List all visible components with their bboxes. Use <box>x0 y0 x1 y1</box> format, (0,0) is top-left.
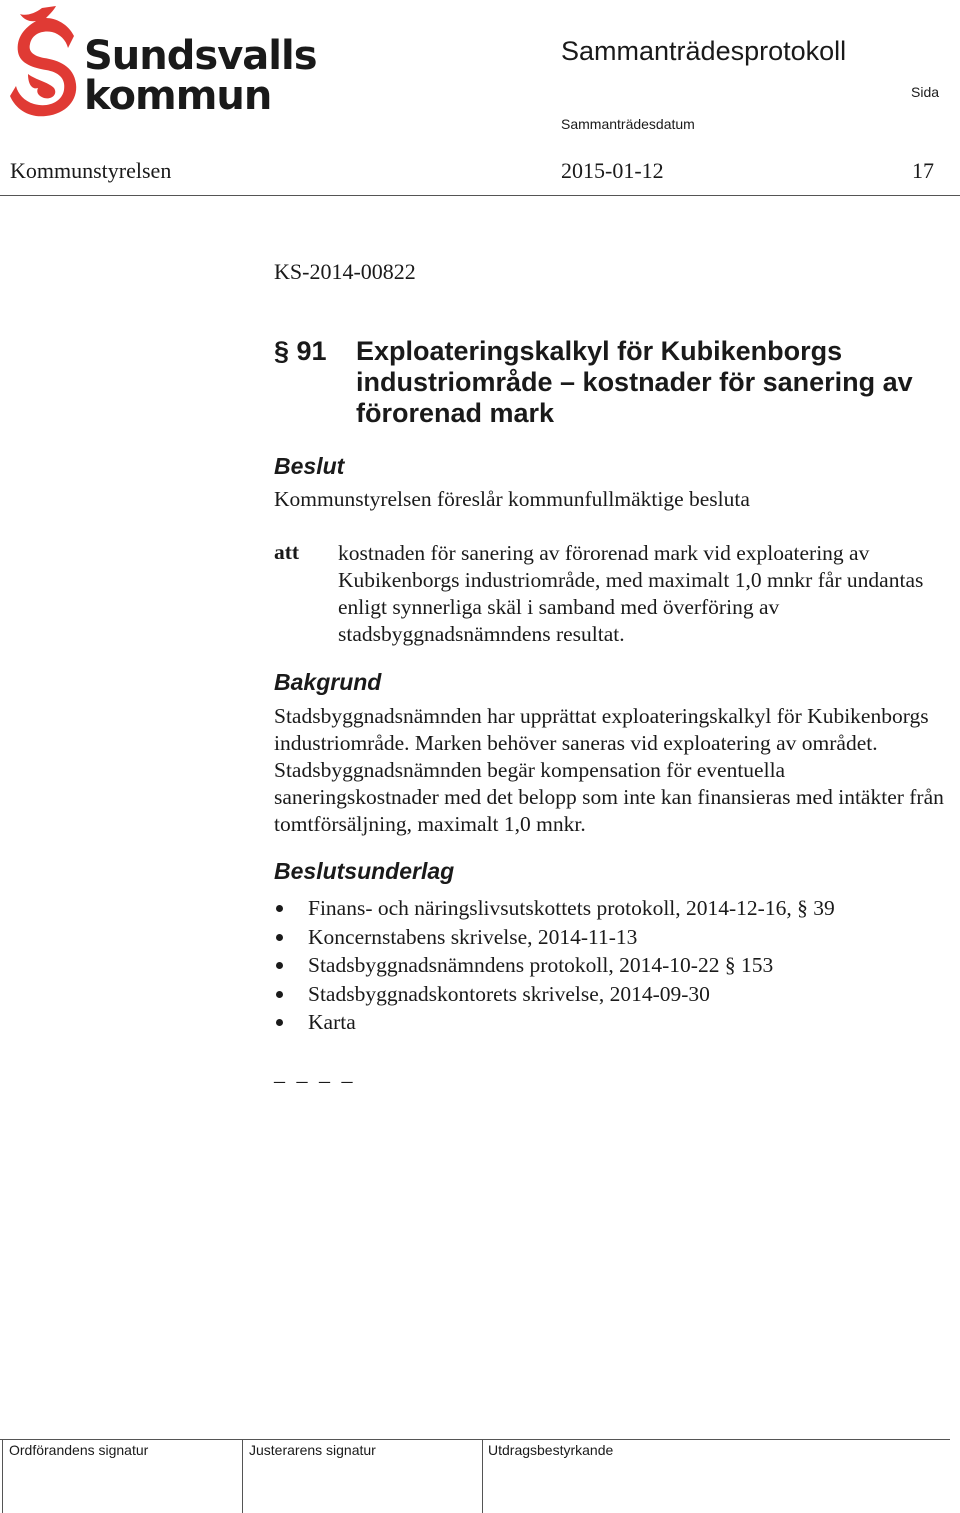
att-text: kostnaden för sanering av förorenad mark vid exploatering av Kubikenborgs industriområde, med maximalt 1,0 mnkr får undantas enligt synnerliga skäl i samband med överföring av stadsbyggnadsnämndens resultat. <box>338 541 924 646</box>
logo-line-2: kommun <box>84 73 272 119</box>
extract-certification-field: Utdragsbestyrkande <box>488 1442 614 1458</box>
footer-border-1 <box>242 1439 243 1513</box>
background-text: Stadsbyggnadsnämnden har upprättat exploateringskalkyl för Kubikenborgs industriområde. Marken behöver saneras vid exploatering av området. Stadsbyggnadsnämnden begär kompensation för eventuella saneringskostnader med det belopp som inte kan finansieras med intäkter från tomtförsäljning, maximalt 1,0 mnkr. <box>274 704 944 836</box>
end-separator: _ _ _ _ <box>274 1060 356 1085</box>
list-item-text: Karta <box>308 1010 356 1035</box>
bullet-icon <box>276 1019 283 1026</box>
list-item <box>274 894 835 923</box>
adjuster-signature-field: Justerarens signatur <box>249 1442 376 1458</box>
background-heading: Bakgrund <box>274 669 382 695</box>
bullet-icon <box>276 962 283 969</box>
list-item <box>274 923 835 952</box>
decision-intro: Kommunstyrelsen föreslår kommunfullmäktige besluta <box>274 487 750 511</box>
logo-wordmark <box>84 33 317 119</box>
footer-divider <box>0 1439 950 1440</box>
footer-border-2 <box>482 1439 483 1513</box>
decision-heading: Beslut <box>274 453 345 479</box>
bullet-icon <box>276 905 283 912</box>
footer-border-left <box>2 1439 3 1513</box>
list-item <box>274 980 835 1009</box>
sundsvall-logo <box>8 4 317 124</box>
list-item-text: Stadsbyggnadskontorets skrivelse, 2014-09-30 <box>308 981 710 1006</box>
case-number: KS-2014-00822 <box>274 259 416 284</box>
list-item <box>274 951 835 980</box>
logo-line-1: Sundsvalls <box>84 33 317 79</box>
document-type: Sammanträdesprotokoll <box>561 36 847 66</box>
bullet-icon <box>276 934 283 941</box>
att-label: att <box>274 540 300 564</box>
bullet-icon <box>276 991 283 998</box>
list-item-text: Stadsbyggnadsnämndens protokoll, 2014-10-22 § 153 <box>308 953 774 978</box>
basis-heading: Beslutsunderlag <box>274 858 455 884</box>
dragon-emblem-icon <box>8 4 78 124</box>
chair-signature-field: Ordförandens signatur <box>9 1442 149 1458</box>
list-item-text: Koncernstabens skrivelse, 2014-11-13 <box>308 924 638 949</box>
list-item-text: Finans- och näringslivsutskottets protokoll, 2014-12-16, § 39 <box>308 896 835 920</box>
header-divider <box>0 195 960 196</box>
paragraph-number: § 91 <box>274 336 327 366</box>
list-item <box>274 1008 835 1037</box>
page-label: Sida <box>911 84 940 100</box>
page-number: 17 <box>912 158 934 183</box>
organization-name: Kommunstyrelsen <box>10 158 172 183</box>
meeting-date-label: Sammanträdesdatum <box>561 116 695 132</box>
meeting-date: 2015-01-12 <box>561 158 664 183</box>
basis-list <box>274 894 835 1037</box>
paragraph-title: Exploateringskalkyl för Kubikenborgs industriområde – kostnader för sanering av förorenad mark <box>356 336 913 428</box>
